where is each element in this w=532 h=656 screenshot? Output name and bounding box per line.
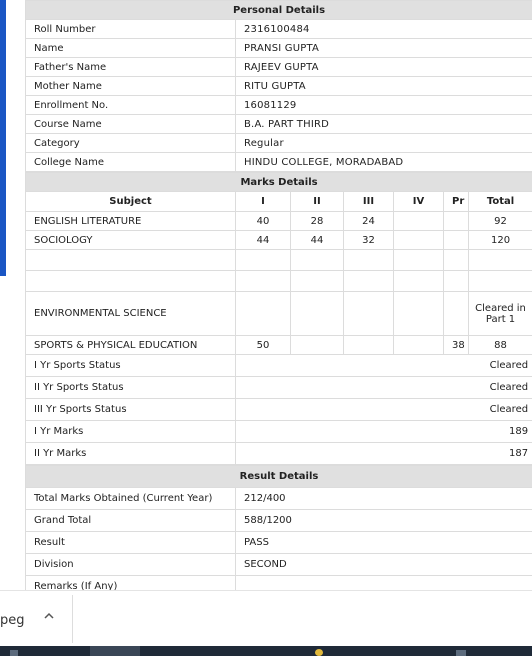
row-value: HINDU COLLEGE, MORADABAD [236,153,532,172]
mark-pr [444,292,469,336]
result-details-table [25,465,532,590]
taskbar [0,646,532,656]
taskbar-active-app[interactable] [90,646,140,656]
mark-iv [394,231,444,250]
subject-name: ENVIRONMENTAL SCIENCE [26,292,236,336]
mark-iii: 32 [344,231,394,250]
personal-row-father-name [26,58,532,77]
col-header-total: Total [469,192,532,212]
status-row-iii-yr-sports [26,399,532,421]
row-value: 16081129 [236,96,532,115]
download-file-name[interactable]: peg [0,613,25,628]
personal-row-college [26,153,532,172]
row-label: Mother Name [26,77,236,96]
mark-pr: 38 [444,336,469,355]
mark-ii: 44 [291,231,344,250]
marks-row-empty [26,250,532,271]
marks-details-table [25,172,532,465]
mark-i: 40 [236,212,291,231]
status-label: I Yr Marks [26,421,236,443]
result-row-grand-total [26,510,532,532]
marks-details-heading: Marks Details [26,173,532,192]
status-value: Cleared [236,355,532,377]
status-value: 189 [236,421,532,443]
result-row-remarks [26,576,532,591]
mark-iii [344,292,394,336]
row-value: RITU GUPTA [236,77,532,96]
mark-total: Cleared in Part 1 [469,292,532,336]
row-value: SECOND [236,554,532,576]
marks-row-english [26,212,532,231]
subject-name: ENGLISH LITERATURE [26,212,236,231]
row-value: PRANSI GUPTA [236,39,532,58]
mark-iv [394,212,444,231]
marks-row-empty [26,271,532,292]
personal-row-mother-name [26,77,532,96]
status-row-i-yr-sports [26,355,532,377]
row-label: Course Name [26,115,236,134]
row-value: RAJEEV GUPTA [236,58,532,77]
marks-row-environmental [26,292,532,336]
row-label: Name [26,39,236,58]
row-label: Result [26,532,236,554]
personal-row-name [26,39,532,58]
download-bar [0,590,532,646]
result-row-total-marks [26,488,532,510]
mark-i [236,292,291,336]
col-header-pr: Pr [444,192,469,212]
row-value: B.A. PART THIRD [236,115,532,134]
result-row-result [26,532,532,554]
mark-iv [394,336,444,355]
result-row-division [26,554,532,576]
row-label: Division [26,554,236,576]
marks-row-sports [26,336,532,355]
left-accent-strip [0,0,6,276]
col-header-ii: II [291,192,344,212]
mark-i: 50 [236,336,291,355]
mark-total: 88 [469,336,532,355]
mark-pr [444,212,469,231]
row-value: 2316100484 [236,20,532,39]
status-value: Cleared [236,399,532,421]
status-row-i-yr-marks [26,421,532,443]
status-label: II Yr Sports Status [26,377,236,399]
taskbar-tray-icon[interactable] [456,650,466,656]
col-header-subject: Subject [26,192,236,212]
row-label: Roll Number [26,20,236,39]
personal-row-course [26,115,532,134]
row-label: Enrollment No. [26,96,236,115]
mark-total: 120 [469,231,532,250]
mark-iii [344,336,394,355]
col-header-iii: III [344,192,394,212]
personal-row-roll-number [26,20,532,39]
row-label: Remarks (If Any) [26,576,236,591]
personal-row-category [26,134,532,153]
personal-details-table [25,0,532,172]
subject-name: SOCIOLOGY [26,231,236,250]
mark-ii [291,292,344,336]
row-label: Father's Name [26,58,236,77]
marks-row-sociology [26,231,532,250]
marks-header-row [26,192,532,212]
status-label: II Yr Marks [26,443,236,465]
result-sheet [25,0,532,590]
mark-ii [291,336,344,355]
status-row-ii-yr-sports [26,377,532,399]
row-label: College Name [26,153,236,172]
col-header-i: I [236,192,291,212]
mark-i: 44 [236,231,291,250]
personal-row-enrollment [26,96,532,115]
row-label: Category [26,134,236,153]
taskbar-start-icon[interactable] [10,650,18,656]
row-label: Grand Total [26,510,236,532]
row-value: 588/1200 [236,510,532,532]
download-divider [72,595,73,643]
mark-total: 92 [469,212,532,231]
row-value: PASS [236,532,532,554]
personal-details-heading: Personal Details [26,1,532,20]
status-label: I Yr Sports Status [26,355,236,377]
row-value: Regular [236,134,532,153]
chevron-up-icon[interactable] [42,609,56,623]
col-header-iv: IV [394,192,444,212]
result-details-heading: Result Details [26,466,532,488]
row-value: 212/400 [236,488,532,510]
mark-pr [444,231,469,250]
status-value: 187 [236,443,532,465]
row-value [236,576,532,591]
mark-ii: 28 [291,212,344,231]
subject-name: SPORTS & PHYSICAL EDUCATION [26,336,236,355]
status-row-ii-yr-marks [26,443,532,465]
status-value: Cleared [236,377,532,399]
mark-iv [394,292,444,336]
row-label: Total Marks Obtained (Current Year) [26,488,236,510]
status-label: III Yr Sports Status [26,399,236,421]
taskbar-app-icon[interactable] [315,649,323,656]
mark-iii: 24 [344,212,394,231]
